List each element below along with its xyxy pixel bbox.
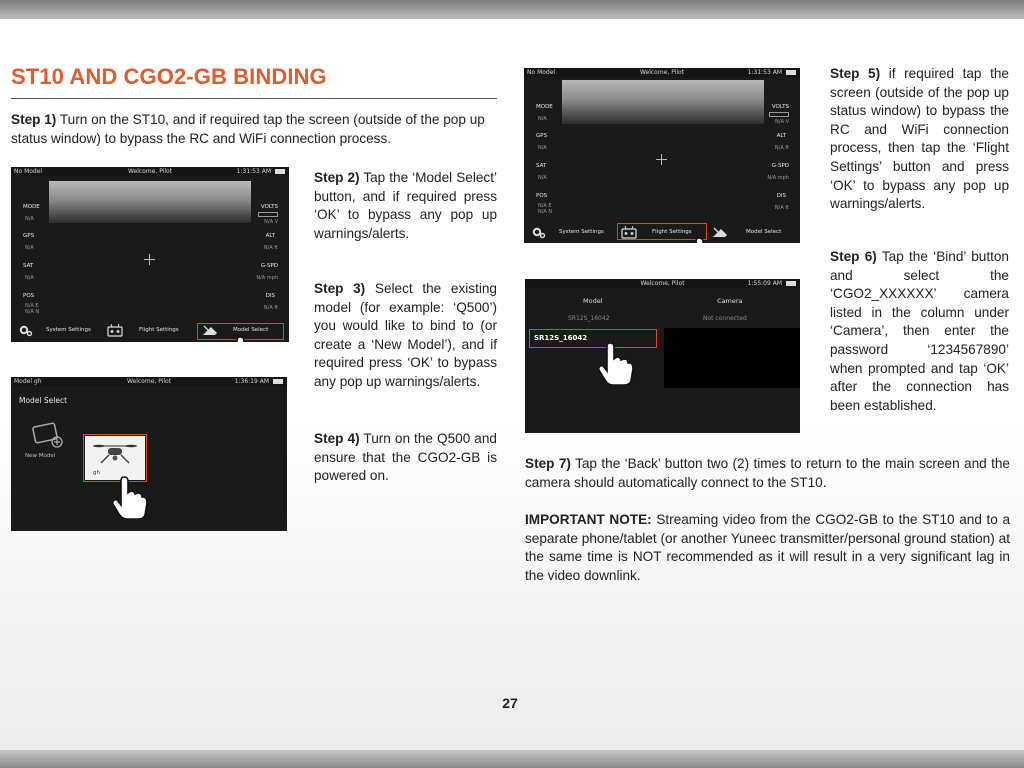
step-body: Tap the ‘Model Select’ button, and if required press ‘OK’ to bypass any pop up warnings/alerts. — [314, 170, 497, 241]
video-feed — [49, 181, 251, 223]
model-list-item-selected[interactable]: SR12S_16042 — [534, 334, 588, 342]
gear-icon[interactable] — [532, 227, 546, 239]
volts-battery-icon — [769, 112, 789, 117]
dis-value: N/A ft — [263, 305, 278, 311]
camera-status-value: Not connected — [703, 315, 747, 322]
gps-value: N/A — [538, 145, 547, 151]
gspd-label: G-SPD — [771, 163, 789, 169]
status-time: 1:31:53 AM — [236, 168, 271, 175]
alt-value: N/A ft — [263, 245, 278, 251]
status-model: Model gh — [14, 378, 42, 385]
mode-label: MODE — [23, 204, 40, 210]
step-body: Turn on the ST10, and if required tap the screen (outside of the pop up status window) to bypass the RC and WiFi connection process. — [11, 112, 485, 146]
tap-hand-icon — [227, 335, 265, 342]
step-3-text — [314, 280, 497, 392]
system-settings-button[interactable]: System Settings — [559, 229, 604, 235]
pos-value-n: N/A N — [538, 209, 553, 215]
camera-list-panel[interactable] — [664, 328, 800, 388]
controller-icon[interactable] — [107, 324, 123, 337]
step-label: Step 2) — [314, 170, 360, 185]
tap-hand-icon — [597, 341, 635, 385]
alt-label: ALT — [265, 233, 275, 239]
note-label: IMPORTANT NOTE: — [525, 512, 652, 527]
step-label: Step 7) — [525, 456, 571, 471]
volts-label: VOLTS — [260, 204, 278, 210]
model-select-heading: Model Select — [19, 396, 68, 405]
tap-hand-icon — [111, 475, 149, 519]
note-body: Streaming video from the CGO2-GB to the ST10 and to a separate phone/tablet (or another Yuneec transmitter/personal ground station) at the same time is NOT recommended as it will result in a very significant lag in the video downlink. — [525, 512, 1011, 583]
battery-icon — [273, 379, 283, 384]
viewer-frame-bottom — [0, 750, 1024, 768]
viewer-frame-top — [0, 0, 1024, 19]
step-label: Step 4) — [314, 431, 360, 446]
page-title: ST10 AND CGO2-GB BINDING — [11, 64, 327, 89]
step-body: Turn on the Q500 and ensure that the CGO2-GB is powered on. — [314, 431, 497, 484]
volts-battery-icon — [258, 212, 278, 217]
model-select-button[interactable]: Model Select — [746, 229, 782, 235]
model-gh-label: gh — [93, 470, 100, 476]
gspd-value: N/A mph — [256, 275, 278, 281]
pos-label: POS — [536, 193, 548, 199]
flight-settings-button[interactable]: Flight Settings — [139, 327, 179, 333]
step-label: Step 6) — [830, 249, 877, 264]
important-note — [525, 511, 1010, 585]
step-label: Step 5) — [830, 66, 881, 81]
tap-hand-icon — [686, 236, 724, 243]
step-body: if required tap the screen (outside of the pop up status window) to bypass the RC and WiFi connection process, then tap the ‘Flight Settings’ button and press ‘OK’ to bypass any pop up warnings/alerts. — [830, 66, 1009, 212]
st10-bind-screen — [525, 279, 800, 433]
status-welcome: Welcome, Pilot — [639, 69, 685, 76]
status-bar — [11, 377, 287, 386]
st10-main-screen-flight-settings — [524, 68, 800, 243]
status-time: 1:31:53 AM — [747, 69, 782, 76]
title-divider — [11, 98, 497, 99]
model-list-highlight — [529, 329, 657, 348]
st10-main-screen-model-select — [11, 167, 289, 342]
dis-value: N/A ft — [774, 205, 789, 211]
step-7-text — [525, 455, 1010, 492]
volts-value: N/A V — [775, 119, 789, 125]
model-select-button[interactable]: Model Select — [233, 327, 269, 333]
step-body: Tap the ‘Back’ button two (2) times to return to the main screen and the camera should automatically connect to the ST10. — [525, 456, 1010, 490]
status-model: No Model — [14, 168, 43, 175]
gear-icon[interactable] — [19, 325, 33, 337]
mode-value: N/A — [25, 216, 34, 222]
step-1-text — [11, 111, 501, 148]
sat-label: SAT — [23, 263, 34, 269]
gps-value: N/A — [25, 245, 34, 251]
dis-label: DIS — [776, 193, 786, 199]
step-body: Tap the ‘Bind’ button and select the ‘CGO2_XXXXXX’ camera listed in the column under ‘Camera’, then enter the password ‘1234567890’ when prompted and tap ‘OK’ after the connection has been established. — [830, 249, 1009, 413]
status-model: No Model — [527, 69, 556, 76]
dis-label: DIS — [265, 293, 275, 299]
mode-value: N/A — [538, 116, 547, 122]
st10-model-select-screen — [11, 377, 287, 531]
new-model-tile[interactable] — [17, 415, 79, 461]
battery-icon — [786, 281, 796, 286]
status-welcome: Welcome, Pilot — [127, 168, 173, 175]
gspd-label: G-SPD — [260, 263, 278, 269]
camera-column-header: Camera — [717, 297, 743, 305]
current-model-value: SR12S_16042 — [568, 315, 610, 322]
system-settings-button[interactable]: System Settings — [46, 327, 91, 333]
step-label: Step 3) — [314, 281, 366, 296]
status-time: 1:55:09 AM — [747, 280, 782, 287]
model-column-header: Model — [583, 297, 603, 305]
status-bar — [11, 167, 289, 176]
step-5-text — [830, 65, 1009, 214]
step-2-text — [314, 169, 497, 243]
new-model-label: New Model — [25, 453, 56, 459]
status-welcome: Welcome, Pilot — [126, 378, 172, 385]
gspd-value: N/A mph — [767, 175, 789, 181]
sat-value: N/A — [538, 175, 547, 181]
alt-value: N/A ft — [774, 145, 789, 151]
gps-label: GPS — [23, 233, 35, 239]
volts-value: N/A V — [264, 219, 278, 225]
status-welcome: Welcome, Pilot — [640, 280, 685, 287]
crosshair-icon — [656, 154, 667, 165]
video-feed — [562, 80, 764, 124]
alt-label: ALT — [776, 133, 786, 139]
crosshair-icon — [144, 254, 155, 265]
volts-label: VOLTS — [771, 104, 789, 110]
flight-settings-button[interactable]: Flight Settings — [652, 229, 692, 235]
page-number: 27 — [502, 695, 518, 711]
gps-label: GPS — [536, 133, 548, 139]
step-4-text — [314, 430, 497, 486]
step-label: Step 1) — [11, 112, 57, 127]
step-6-text — [830, 248, 1009, 415]
pos-value-n: N/A N — [25, 309, 40, 315]
mode-label: MODE — [536, 104, 553, 110]
battery-icon — [275, 169, 285, 174]
pos-value-e: N/A E — [25, 303, 39, 309]
step-body: Select the existing model (for example: ‘Q500’) you would like to bind to (or create a ‘New Model’), and if required press ‘OK’ to bypass any pop up warnings/alerts. — [314, 281, 497, 389]
pos-value-e: N/A E — [538, 203, 552, 209]
battery-icon — [786, 70, 796, 75]
sat-label: SAT — [536, 163, 547, 169]
manual-page — [0, 19, 1024, 750]
status-bar — [525, 279, 800, 288]
status-time: 1:36:19 AM — [234, 378, 269, 385]
pos-label: POS — [23, 293, 35, 299]
status-bar — [524, 68, 800, 77]
new-model-icon — [31, 421, 65, 449]
sat-value: N/A — [25, 275, 34, 281]
